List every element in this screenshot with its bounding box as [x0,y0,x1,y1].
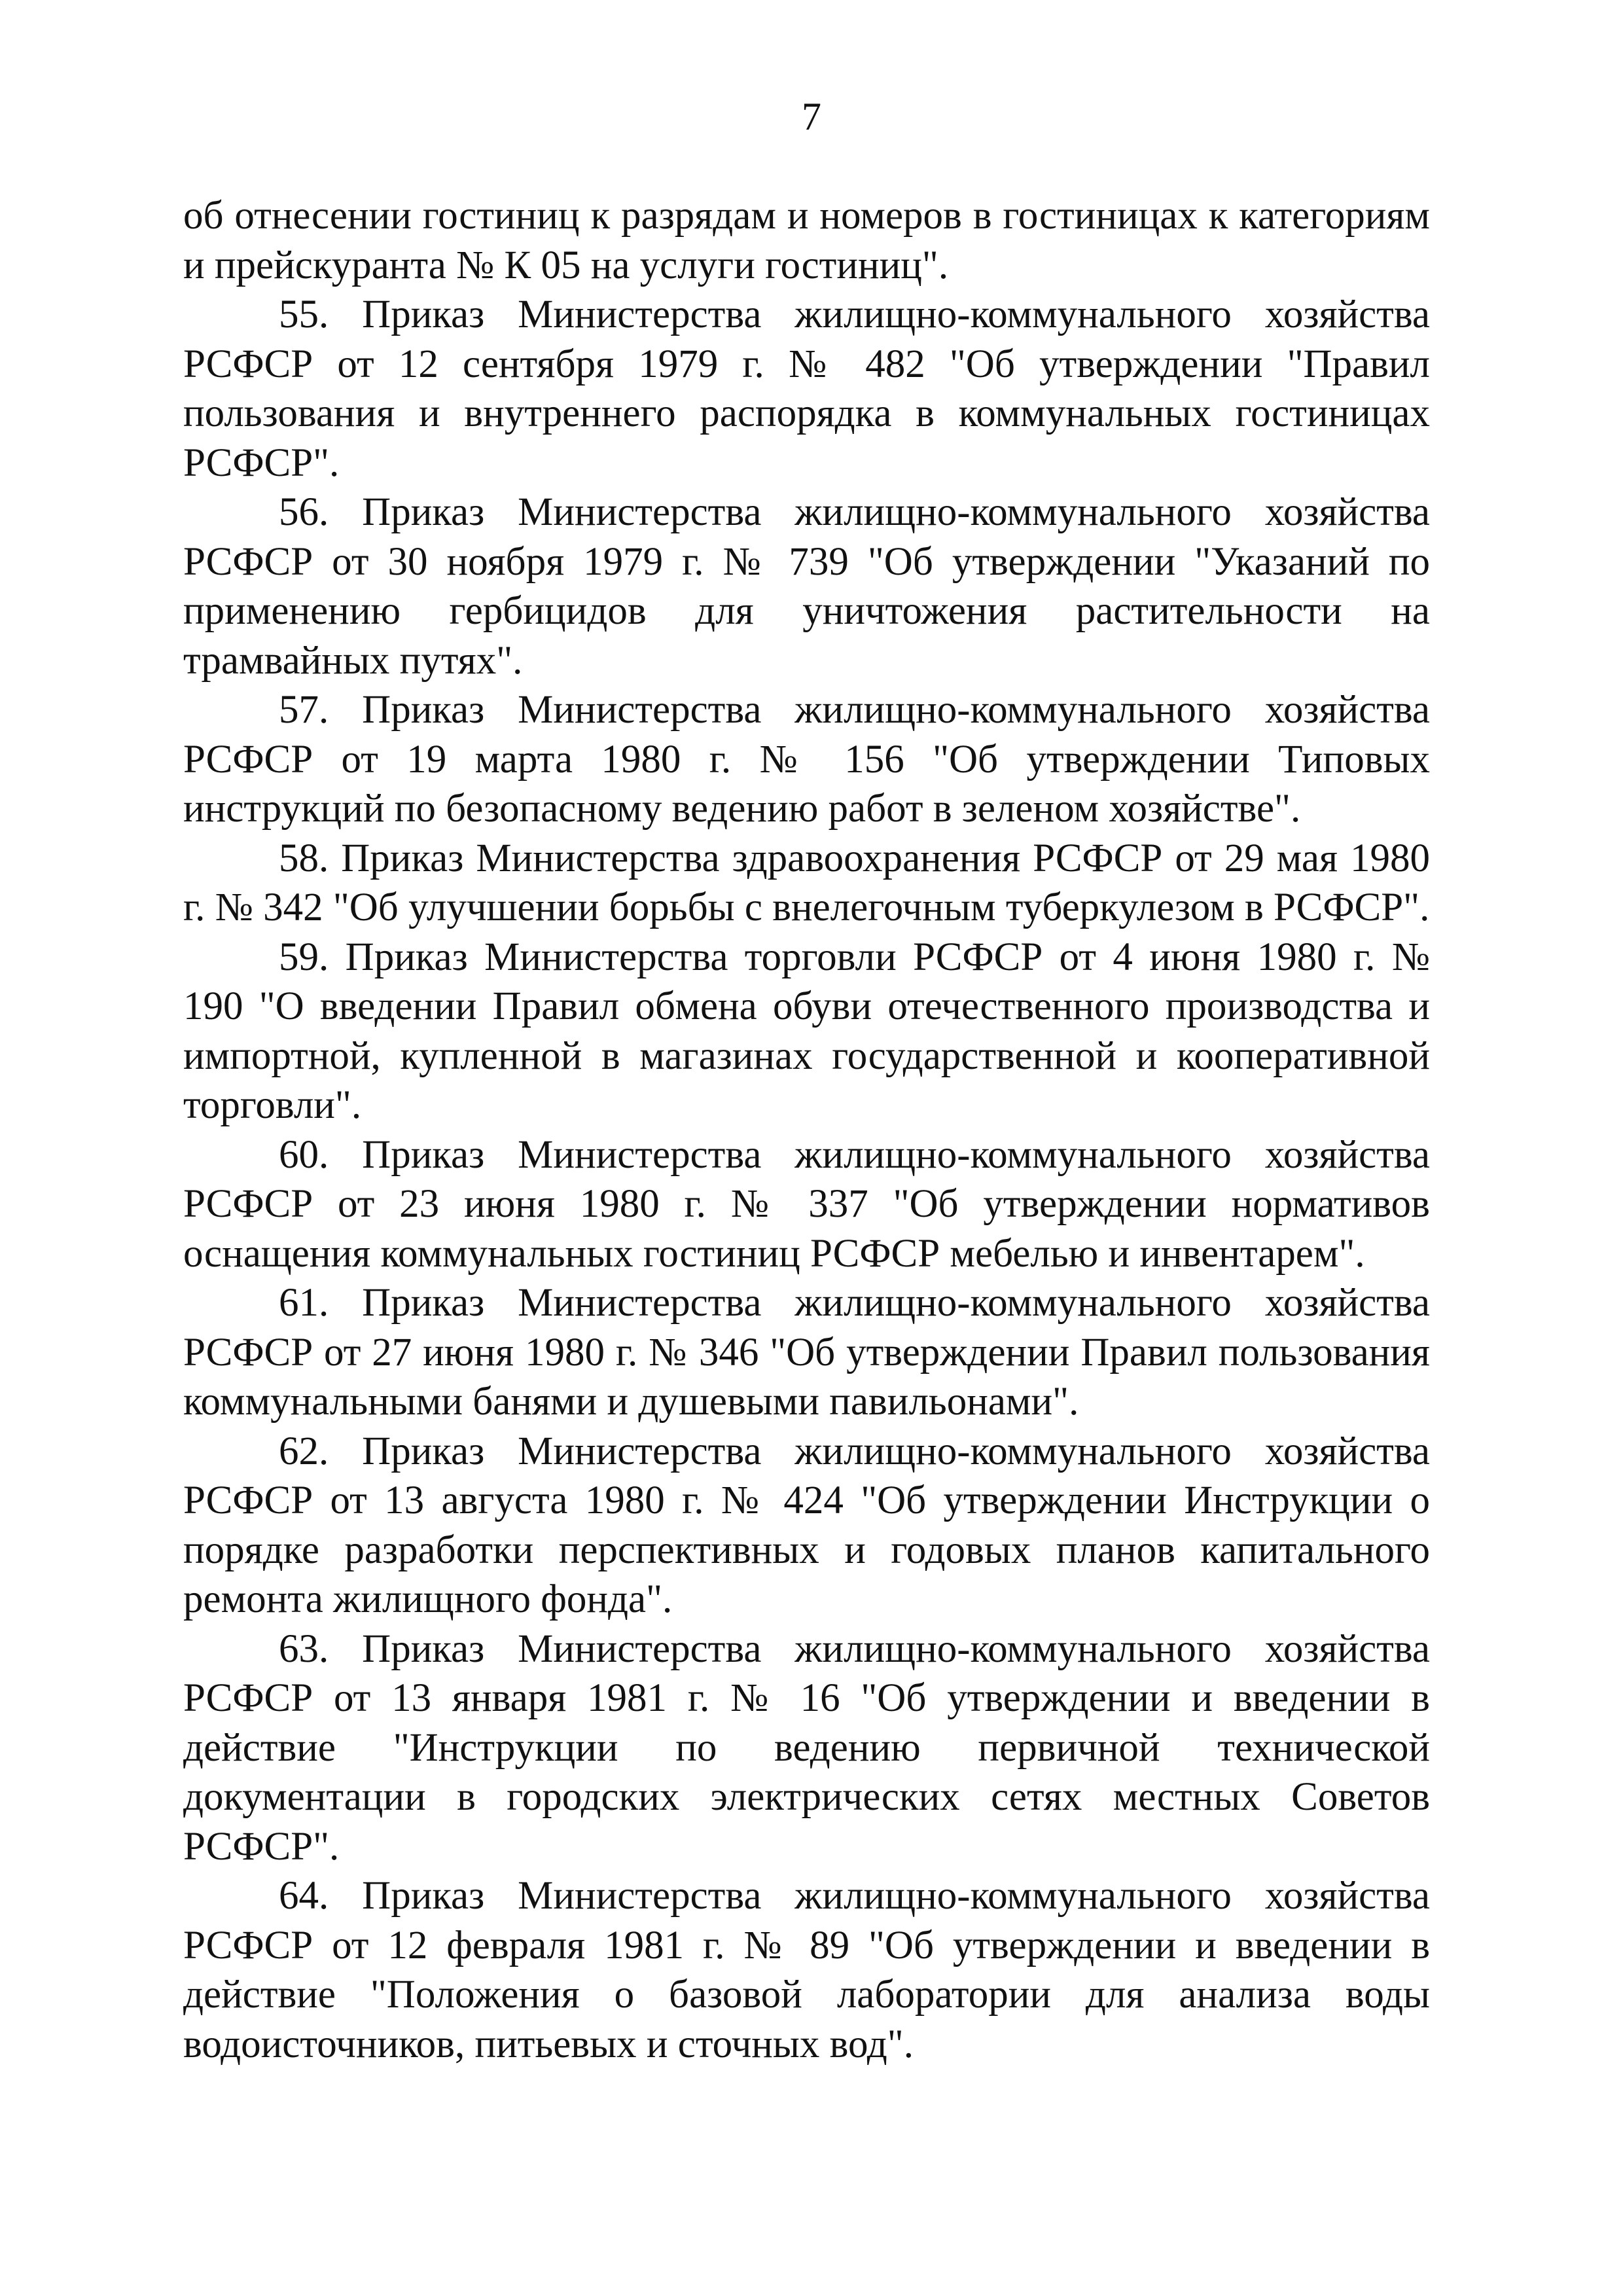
list-item-63: 63. Приказ Министерства жилищно-коммунального хозяйства РСФСР от 13 января 1981 г. № 16 "Об утверждении и введении в действие "Инструкции по ведению первичной технической документации в городских электрических сетях местных Советов РСФСР". [183,1626,1430,1869]
list-item-62: 62. Приказ Министерства жилищно-коммунального хозяйства РСФСР от 13 августа 1980 г. № 424 "Об утверждении Инструкции о порядке разработки перспективных и годовых планов капитального ремонта жилищного фонда". [183,1429,1430,1621]
list-item-64: 64. Приказ Министерства жилищно-коммунального хозяйства РСФСР от 12 февраля 1981 г. № 89 "Об утверждении и введении в действие "Положения о базовой лаборатории для анализа воды водоисточников, питьевых и сточных вод". [183,1874,1430,2066]
list-item-61: 61. Приказ Министерства жилищно-коммунального хозяйства РСФСР от 27 июня 1980 г. № 346 "Об утверждении Правил пользования коммунальными банями и душевыми павильонами". [183,1281,1430,1424]
page-number: 7 [802,95,821,138]
list-item-59: 59. Приказ Министерства торговли РСФСР от 4 июня 1980 г. № 190 "О введении Правил обмена обуви отечественного производства и импортной, купленной в магазинах государственной и кооперативной торговли". [183,935,1430,1127]
document-body [183,191,1430,2069]
list-item-57: 57. Приказ Министерства жилищно-коммунального хозяйства РСФСР от 19 марта 1980 г. № 156 "Об утверждении Типовых инструкций по безопасному ведению работ в зеленом хозяйстве". [183,688,1430,831]
list-item-56: 56. Приказ Министерства жилищно-коммунального хозяйства РСФСР от 30 ноября 1979 г. № 739 "Об утверждении "Указаний по применению гербицидов для уничтожения растительности на трамвайных путях". [183,490,1430,683]
list-item-58: 58. Приказ Министерства здравоохранения РСФСР от 29 мая 1980 г. № 342 "Об улучшении борьбы с внелегочным туберкулезом в РСФСР". [183,836,1430,929]
list-item-55: 55. Приказ Министерства жилищно-коммунального хозяйства РСФСР от 12 сентября 1979 г. № 482 "Об утверждении "Правил пользования и внутреннего распорядка в коммунальных гостиницах РСФСР". [183,293,1430,485]
paragraph-continuation: об отнесении гостиниц к разрядам и номеров в гостиницах к категориям и прейскуранта № К 05 на услуги гостиниц". [183,194,1430,287]
list-item-60: 60. Приказ Министерства жилищно-коммунального хозяйства РСФСР от 23 июня 1980 г. № 337 "Об утверждении нормативов оснащения коммунальных гостиниц РСФСР мебелью и инвентарем". [183,1132,1430,1276]
